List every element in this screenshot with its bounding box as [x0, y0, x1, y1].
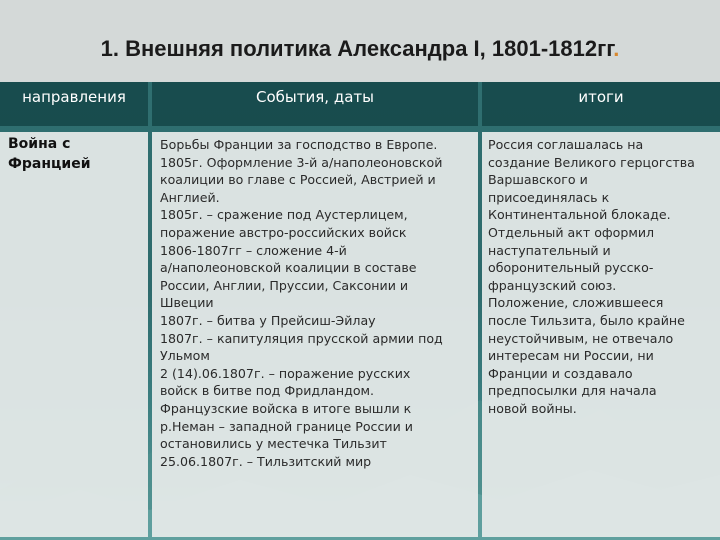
column-header-events — [152, 82, 478, 126]
events-line: войск в битве под Фридландом. — [160, 383, 375, 399]
direction-line: Война с — [8, 136, 71, 152]
results-line: Положение, сложившееся — [488, 295, 664, 311]
results-line: неустойчивым, не отвечало — [488, 330, 674, 346]
results-cell — [482, 132, 720, 537]
column-header-events-label: События, даты — [256, 88, 374, 106]
results-text — [482, 132, 720, 418]
events-cell — [152, 132, 478, 537]
results-line: Франции и создавало — [488, 365, 633, 381]
slide-title — [0, 36, 720, 62]
results-line: Отдельный акт оформил — [488, 224, 655, 240]
events-line: 2 (14).06.1807г. – поражение русских — [160, 365, 411, 381]
events-line: Французские войска в итоге вышли к — [160, 400, 412, 416]
direction-cell — [0, 132, 148, 537]
events-line: 1805г. – сражение под Аустерлицем, — [160, 207, 408, 223]
direction-label — [0, 132, 148, 174]
column-header-results — [482, 82, 720, 126]
events-line: остановились у местечка Тильзит — [160, 436, 387, 452]
direction-line: Францией — [8, 156, 91, 172]
events-line: Ульмом — [160, 348, 210, 364]
results-line: Россия соглашалась на — [488, 137, 644, 152]
events-line: а/наполеоновской коалиции в составе — [160, 260, 417, 276]
results-line: после Тильзита, было крайне — [488, 312, 685, 328]
results-line: Континентальной блокаде. — [488, 207, 671, 223]
events-line: Англией. — [160, 189, 220, 205]
events-text — [152, 132, 478, 470]
events-line: 25.06.1807г. – Тильзитский мир — [160, 453, 372, 469]
title-dot: . — [613, 36, 620, 61]
events-line: России, Англии, Пруссии, Саксонии и — [160, 277, 409, 293]
events-line: 1806-1807гг – сложение 4-й — [160, 242, 347, 258]
results-line: Варшавского и — [488, 172, 588, 188]
results-line: предпосылки для начала — [488, 383, 657, 399]
results-line: наступательный и — [488, 242, 611, 258]
results-line: присоединялась к — [488, 189, 610, 205]
results-line: новой войны. — [488, 400, 577, 416]
events-line: поражение австро-российских войск — [160, 224, 407, 240]
results-line: оборонительный русско- — [488, 260, 654, 276]
policy-table — [0, 82, 720, 540]
column-header-direction-label: направления — [22, 88, 126, 106]
results-line: интересам ни России, ни — [488, 348, 654, 364]
column-header-direction — [0, 82, 148, 126]
column-header-results-label: итоги — [578, 88, 624, 106]
slide-title-text: 1. Внешняя политика Александра I, 1801-1812гг — [100, 36, 614, 61]
events-line: 1807г. – капитуляция прусской армии под — [160, 330, 443, 346]
results-line: создание Великого герцогства — [488, 154, 695, 170]
events-line: коалиции во главе с Россией, Австрией и — [160, 172, 436, 188]
events-line: 1805г. Оформление 3-й а/наполеоновской — [160, 154, 443, 170]
events-line: Швеции — [160, 295, 214, 311]
events-line: Борьбы Франции за господство в Европе. — [160, 137, 438, 152]
results-line: французский союз. — [488, 277, 617, 293]
events-line: р.Неман – западной границе России и — [160, 418, 413, 434]
events-line: 1807г. – битва у Прейсиш-Эйлау — [160, 312, 376, 328]
